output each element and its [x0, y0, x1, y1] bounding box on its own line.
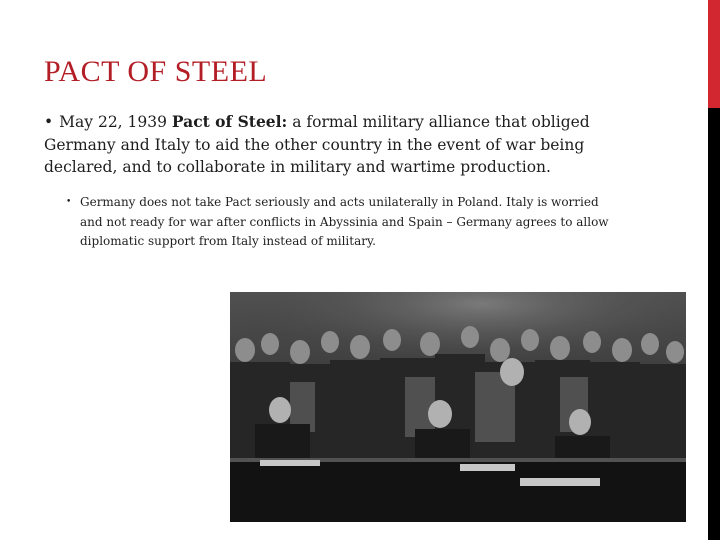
sub-bullet: [66, 193, 622, 252]
slide-title: PACT OF STEEL: [44, 55, 268, 88]
main-bullet-text: a formal military alliance that obliged Germany and Italy to aid the other country in the event of war being declared, and to collaborate in military and wartime production.: [44, 113, 590, 176]
photo-graphic: [230, 292, 686, 522]
main-bullet-term: Pact of Steel:: [171, 112, 288, 131]
side-bar: [708, 0, 720, 540]
sub-bullet-text: Germany does not take Pact seriously and acts unilaterally in Poland. Italy is worried and not ready for war after conflicts in Abyssinia and Spain – Germany agrees to allow diplomatic support from Italy instead of military.: [80, 195, 609, 248]
historical-photo: [230, 292, 686, 522]
main-bullet-date: May 22, 1939: [59, 113, 172, 131]
bullet-dot-icon: •: [44, 113, 54, 131]
main-bullet: [44, 111, 644, 179]
side-bar-accent: [708, 0, 720, 108]
sub-bullet-dot-icon: •: [66, 197, 72, 207]
